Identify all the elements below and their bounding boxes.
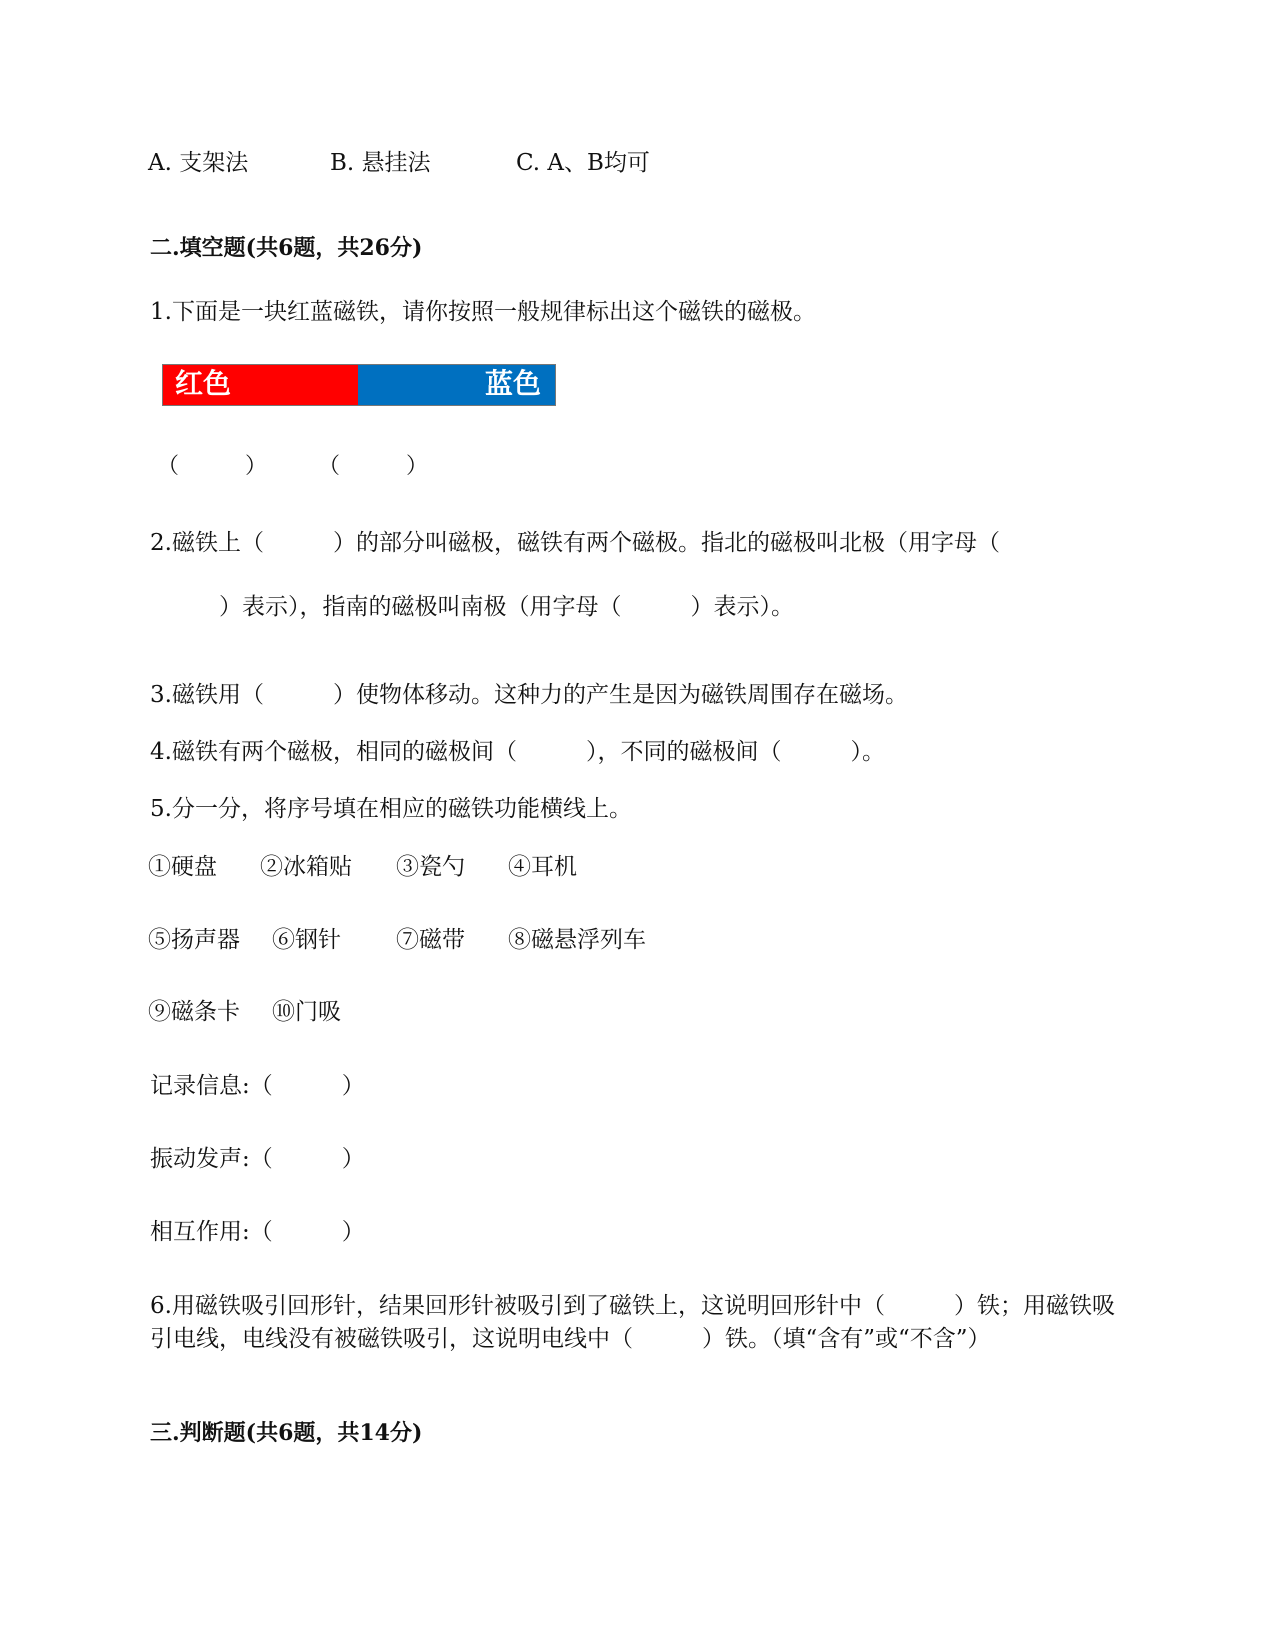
question-3-text: 3.磁铁用（ ）使物体移动。这种力的产生是因为磁铁周围存在磁场。 bbox=[150, 682, 908, 708]
magnet-blue-label: 蓝色 bbox=[484, 367, 541, 400]
item-magnetic-card: ⑨磁条卡 bbox=[148, 999, 240, 1025]
item-steel-needle: ⑥钢针 bbox=[272, 927, 341, 953]
option-b: B. 悬挂法 bbox=[330, 150, 431, 176]
magnet-blue-half bbox=[358, 365, 555, 405]
magnet-red-label: 红色 bbox=[175, 367, 232, 400]
option-a: A. 支架法 bbox=[148, 150, 249, 176]
item-door-stop: ⑩门吸 bbox=[272, 999, 341, 1025]
category-interaction: 相互作用:（ ） bbox=[150, 1219, 365, 1245]
item-tape: ⑦磁带 bbox=[396, 927, 465, 953]
item-fridge-magnet: ②冰箱贴 bbox=[260, 854, 352, 880]
category-record-info: 记录信息:（ ） bbox=[150, 1073, 365, 1099]
question-2-line-1: 2.磁铁上（ ）的部分叫磁极，磁铁有两个磁极。指北的磁极叫北极（用字母（ bbox=[150, 530, 1000, 556]
category-vibrate-sound: 振动发声:（ ） bbox=[150, 1146, 365, 1172]
red-blue-magnet-figure bbox=[162, 364, 556, 406]
section-heading-true-false: 三.判断题(共6题，共14分) bbox=[150, 1420, 423, 1446]
item-hard-disk: ①硬盘 bbox=[148, 854, 217, 880]
question-4-text: 4.磁铁有两个磁极，相同的磁极间（ ），不同的磁极间（ ）。 bbox=[150, 739, 885, 765]
option-c: C. A、B均可 bbox=[516, 150, 650, 176]
question-1-blank-right: （ ） bbox=[318, 454, 429, 479]
magnet-red-half bbox=[163, 365, 358, 405]
question-2-line-2: ）表示），指南的磁极叫南极（用字母（ ）表示）。 bbox=[150, 594, 794, 620]
question-6-text: 6.用磁铁吸引回形针，结果回形针被吸引到了磁铁上，这说明回形针中（ ）铁；用磁铁吸引电线，电线没有被磁铁吸引，这说明电线中（ ）铁。（填“含有”或“不含”） bbox=[150, 1293, 1115, 1352]
item-earphones: ④耳机 bbox=[508, 854, 577, 880]
item-porcelain-spoon: ③瓷勺 bbox=[396, 854, 465, 880]
question-1-blank-left: （ ） bbox=[157, 454, 268, 479]
question-1-text: 1.下面是一块红蓝磁铁，请你按照一般规律标出这个磁铁的磁极。 bbox=[150, 299, 816, 325]
question-5-text: 5.分一分，将序号填在相应的磁铁功能横线上。 bbox=[150, 796, 632, 822]
section-heading-fill-in: 二.填空题(共6题，共26分) bbox=[150, 235, 423, 261]
item-maglev-train: ⑧磁悬浮列车 bbox=[508, 927, 646, 953]
item-speaker: ⑤扬声器 bbox=[148, 927, 240, 953]
